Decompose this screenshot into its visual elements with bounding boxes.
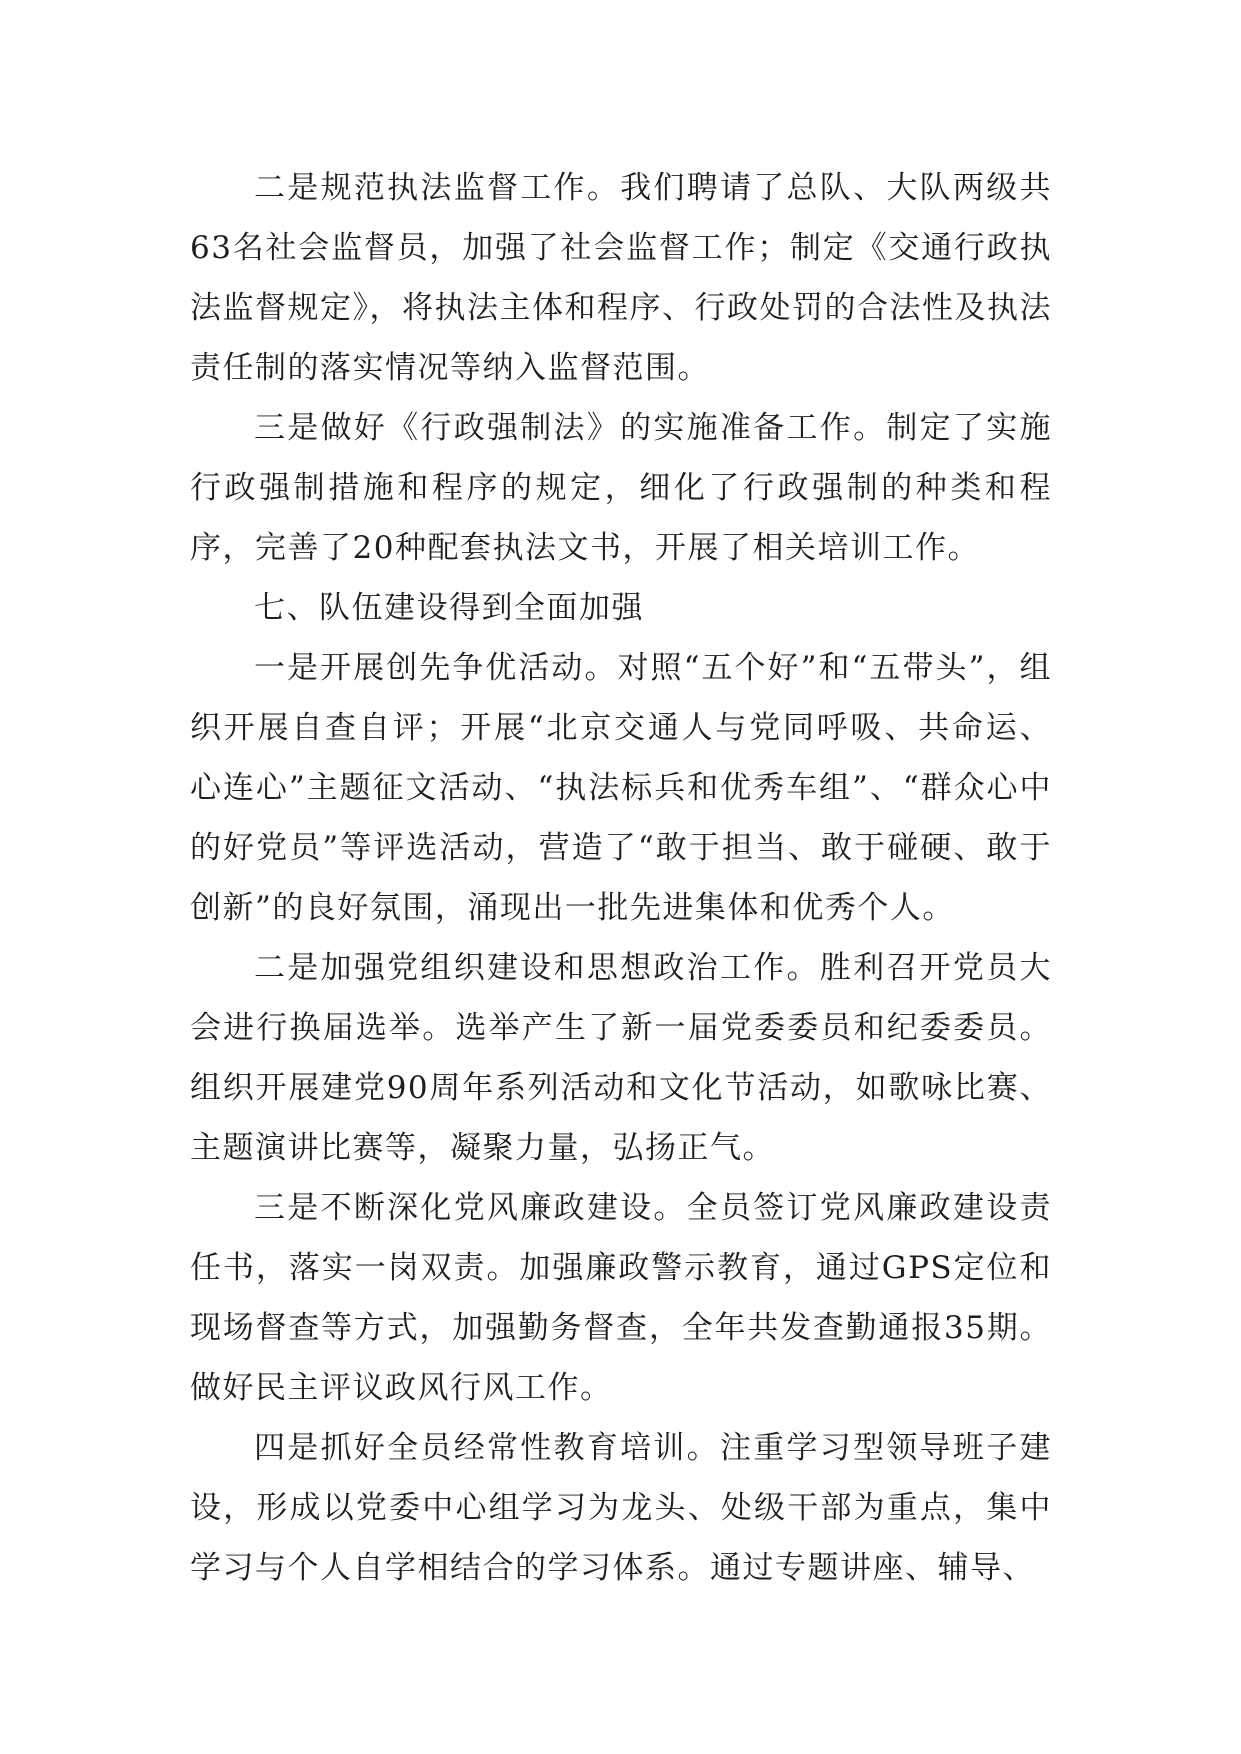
- paragraph-party-organization: 二是加强党组织建设和思想政治工作。胜利召开党员大会进行换届选举。选举产生了新一届党委委员和纪委委员。组织开展建党90周年系列活动和文化节活动，如歌咏比赛、主题演讲比赛等，凝聚力量，弘扬正气。: [190, 950, 1052, 1166]
- paragraph-enforcement-supervision: 二是规范执法监督工作。我们聘请了总队、大队两级共63名社会监督员，加强了社会监督工作；制定《交通行政执法监督规定》，将执法主体和程序、行政处罚的合法性及执法责任制的落实情况等纳入监督范围。: [190, 170, 1052, 386]
- paragraph-administrative-coercion-law: 三是做好《行政强制法》的实施准备工作。制定了实施行政强制措施和程序的规定，细化了行政强制的种类和程序，完善了20种配套执法文书，开展了相关培训工作。: [190, 410, 1052, 566]
- paragraph-excellence-activities: 一是开展创先争优活动。对照“五个好”和“五带头”，组织开展自查自评；开展“北京交通人与党同呼吸、共命运、心连心”主题征文活动、“执法标兵和优秀车组”、“群众心中的好党员”等评选活动，营造了“敢于担当、敢于碰硬、敢于创新”的良好氛围，涌现出一批先进集体和优秀个人。: [190, 650, 1052, 926]
- section-heading-team-building: 七、队伍建设得到全面加强: [254, 590, 644, 626]
- paragraph-integrity-building: 三是不断深化党风廉政建设。全员签订党风廉政建设责任书，落实一岗双责。加强廉政警示教育，通过GPS定位和现场督查等方式，加强勤务督查，全年共发查勤通报35期。做好民主评议政风行风工作。: [190, 1190, 1052, 1406]
- paragraph-education-training: 四是抓好全员经常性教育培训。注重学习型领导班子建设，形成以党委中心组学习为龙头、处级干部为重点，集中学习与个人自学相结合的学习体系。通过专题讲座、辅导、: [190, 1430, 1052, 1586]
- document-body: [190, 158, 1052, 1598]
